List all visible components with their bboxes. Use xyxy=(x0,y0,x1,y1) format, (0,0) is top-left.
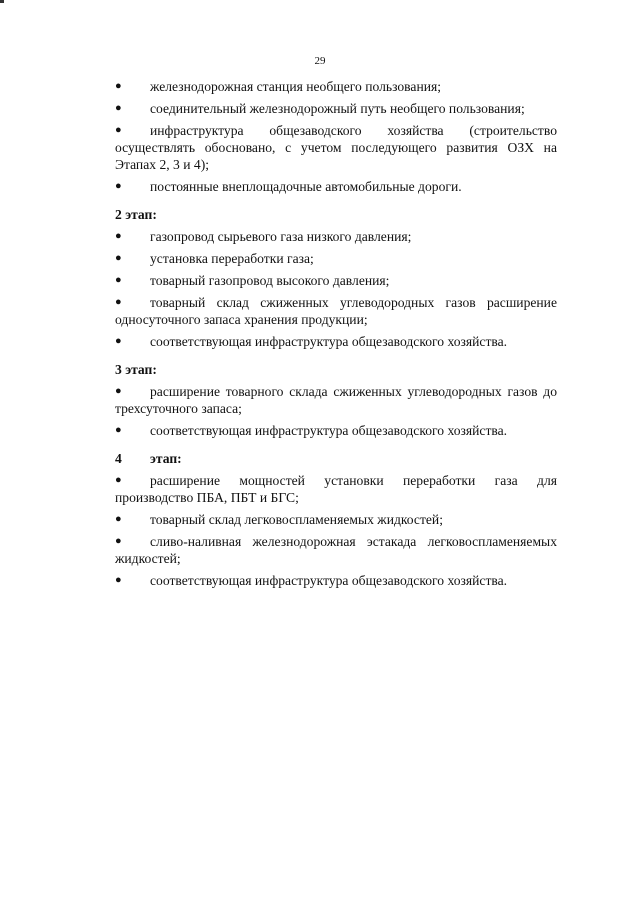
list-item: ● соответствующая инфраструктура общезаводского хозяйства. xyxy=(115,423,508,438)
list-item: ● товарный склад сжиженных углеводородных газов расширение односуточного запаса хранения продукции; xyxy=(115,295,557,327)
bullet-icon: ● xyxy=(115,252,122,264)
list-item: ● соответствующая инфраструктура общезаводского хозяйства. xyxy=(115,334,508,349)
stage-3-section xyxy=(115,361,557,439)
stage-4-heading-word: этап: xyxy=(150,451,182,466)
stage-4-heading xyxy=(115,450,557,467)
stage-2-heading: 2 этап: xyxy=(115,207,157,222)
list-item: ● соединительный железнодорожный путь необщего пользования; xyxy=(115,101,525,116)
list-item: ● расширение товарного склада сжиженных углеводородных газов до трехсуточного запаса; xyxy=(115,384,557,416)
scan-corner-mark xyxy=(0,0,4,3)
bullet-icon: ● xyxy=(115,574,122,586)
bullet-icon: ● xyxy=(115,102,122,114)
list-item: ● газопровод сырьевого газа низкого давления; xyxy=(115,229,412,244)
stage-4-section xyxy=(115,450,557,589)
intro-list xyxy=(115,78,557,195)
bullet-icon: ● xyxy=(115,385,122,397)
page-number: 29 xyxy=(314,55,326,67)
bullet-icon: ● xyxy=(115,424,122,436)
list-item: ● товарный газопровод высокого давления; xyxy=(115,273,390,288)
bullet-icon: ● xyxy=(115,535,122,547)
bullet-icon: ● xyxy=(115,180,122,192)
list-item: ● соответствующая инфраструктура общезаводского хозяйства. xyxy=(115,573,508,588)
bullet-icon: ● xyxy=(115,296,122,308)
stage-4-heading-number: 4 xyxy=(115,451,122,466)
list-item: ● сливо-наливная железнодорожная эстакада легковоспламеняемых жидкостей; xyxy=(115,534,557,566)
list-item: ● товарный склад легковоспламеняемых жидкостей; xyxy=(115,512,443,527)
list-item: ● расширение мощностей установки переработки газа для производство ПБА, ПБТ и БГС; xyxy=(115,473,557,505)
stage-3-heading: 3 этап: xyxy=(115,362,157,377)
bullet-icon: ● xyxy=(115,474,122,486)
bullet-icon: ● xyxy=(115,274,122,286)
list-item: ● постоянные внеплощадочные автомобильные дороги. xyxy=(115,179,462,194)
list-item: ● инфраструктура общезаводского хозяйства (строительство осуществлять обосновано, с учетом последующего развития ОЗХ на Этапах 2, 3 и 4); xyxy=(115,123,557,172)
bullet-icon: ● xyxy=(115,80,122,92)
bullet-icon: ● xyxy=(115,124,122,136)
document-body xyxy=(115,78,557,594)
stage-2-section xyxy=(115,206,557,350)
list-item: ● железнодорожная станция необщего пользования; xyxy=(115,79,442,94)
list-item: ● установка переработки газа; xyxy=(115,251,314,266)
bullet-icon: ● xyxy=(115,335,122,347)
bullet-icon: ● xyxy=(115,513,122,525)
bullet-icon: ● xyxy=(115,230,122,242)
